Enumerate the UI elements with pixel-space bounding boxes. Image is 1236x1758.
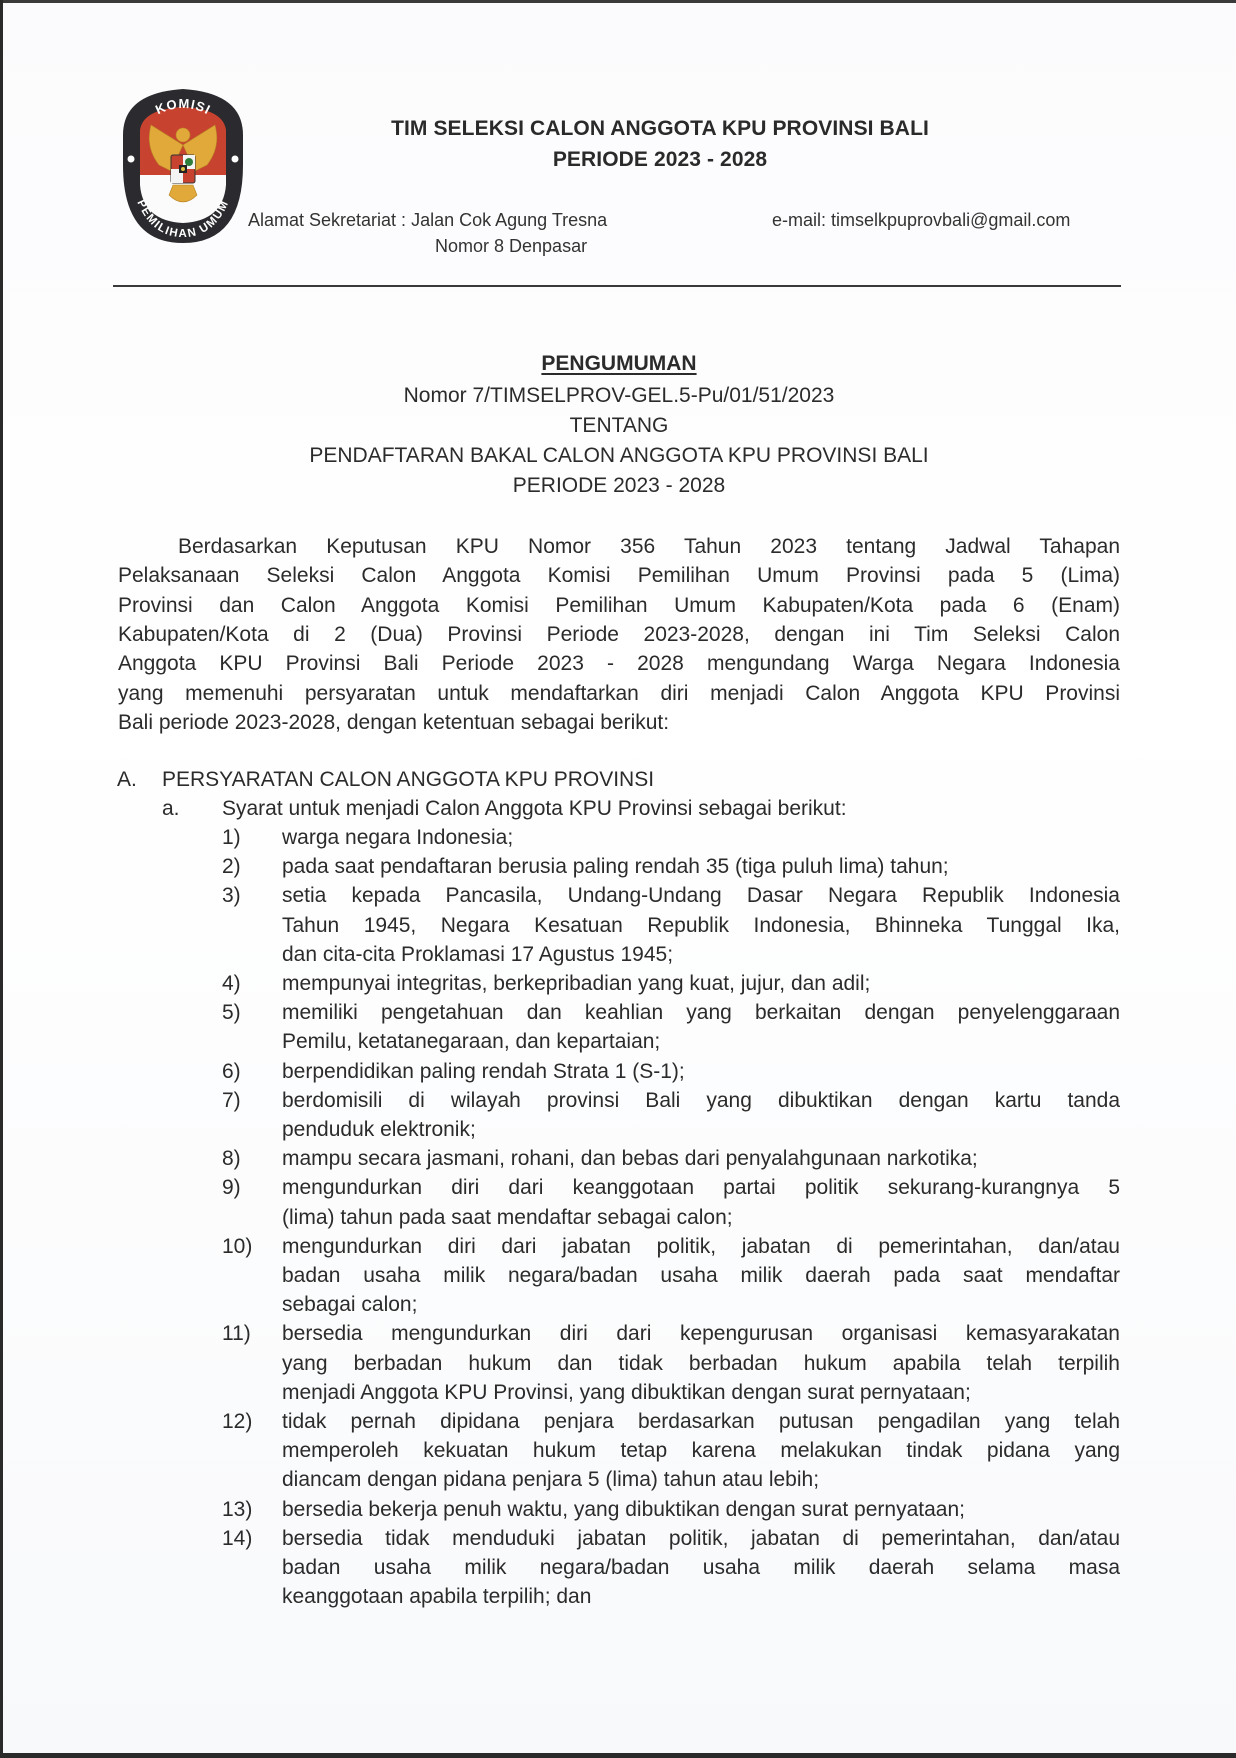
- sub-a-title: Syarat untuk menjadi Calon Anggota KPU Provinsi sebagai berikut:: [222, 797, 847, 820]
- intro-line: Provinsi dan Calon Anggota Komisi Pemilihan Umum Kabupaten/Kota pada 6 (Enam): [118, 593, 1120, 617]
- list-item-line: mempunyai integritas, berkepribadian yang kuat, jujur, dan adil;: [282, 972, 871, 995]
- list-item-number: 14): [222, 1526, 253, 1550]
- header-title: TIM SELEKSI CALON ANGGOTA KPU PROVINSI BALI: [391, 117, 929, 140]
- announcement-subject-1: PENDAFTARAN BAKAL CALON ANGGOTA KPU PROVINSI BALI: [309, 444, 929, 467]
- header-divider: [113, 285, 1121, 287]
- list-item-number: 12): [222, 1410, 253, 1433]
- list-item-line: badan usaha milik negara/badan usaha milik daerah selama masa: [282, 1556, 1120, 1579]
- announcement-about: TENTANG: [569, 414, 669, 437]
- intro-line: yang memenuhi persyaratan untuk mendaftarkan diri menjadi Calon Anggota KPU Provinsi: [118, 681, 1120, 705]
- header-period: PERIODE 2023 - 2028: [552, 148, 768, 171]
- list-item-line: berpendidikan paling rendah Strata 1 (S-1);: [282, 1059, 685, 1083]
- intro-line: Bali periode 2023-2028, dengan ketentuan sebagai berikut:: [118, 710, 670, 734]
- list-item-line: Pemilu, ketatanegaraan, dan kepartaian;: [282, 1030, 661, 1054]
- list-item-line: yang berbadan hukum dan tidak berbadan hukum apabila telah terpilih: [282, 1351, 1120, 1375]
- section-a-marker: A.: [117, 768, 137, 791]
- address-line-2: Nomor 8 Denpasar: [435, 236, 588, 256]
- scan-edge-left: [0, 0, 3, 1758]
- list-item-number: 5): [222, 1001, 241, 1025]
- list-item-line: berdomisili di wilayah provinsi Bali yang dibuktikan dengan kartu tanda: [282, 1088, 1120, 1112]
- list-item-line: menjadi Anggota KPU Provinsi, yang dibuktikan dengan surat pernyataan;: [282, 1380, 971, 1404]
- list-item-number: 10): [222, 1234, 253, 1258]
- list-item-number: 2): [222, 855, 241, 879]
- scan-edge-top: [0, 0, 1236, 3]
- address-line-1: Alamat Sekretariat : Jalan Cok Agung Tresna: [248, 210, 608, 230]
- list-item-line: setia kepada Pancasila, Undang-Undang Dasar Negara Republik Indonesia: [282, 884, 1120, 908]
- intro-line: Anggota KPU Provinsi Bali Periode 2023 - 2028 mengundang Warga Negara Indonesia: [118, 652, 1120, 676]
- list-item-line: tidak pernah dipidana penjara berdasarkan putusan pengadilan yang telah: [282, 1410, 1120, 1433]
- announcement-number: Nomor 7/TIMSELPROV-GEL.5-Pu/01/51/2023: [403, 384, 835, 407]
- logo-text-top: KOMISI: [153, 95, 214, 118]
- section-a-title: PERSYARATAN CALON ANGGOTA KPU PROVINSI: [162, 768, 655, 791]
- list-item-number: 3): [222, 884, 241, 908]
- list-item-line: memiliki pengetahuan dan keahlian yang berkaitan dengan penyelenggaraan: [282, 1001, 1120, 1025]
- sub-a-marker: a.: [162, 797, 180, 820]
- list-item-line: bersedia mengundurkan diri dari kepengurusan organisasi kemasyarakatan: [282, 1322, 1120, 1346]
- logo-text-bottom: PEMILIHAN UMUM: [134, 198, 232, 241]
- list-item-line: diancam dengan pidana penjara 5 (lima) tahun atau lebih;: [282, 1468, 820, 1492]
- list-item-line: badan usaha milik negara/badan usaha milik daerah pada saat mendaftar: [282, 1264, 1120, 1287]
- list-item-line: bersedia bekerja penuh waktu, yang dibuktikan dengan surat pernyataan;: [282, 1497, 965, 1521]
- list-item-number: 8): [222, 1147, 241, 1171]
- list-item-number: 1): [222, 826, 241, 849]
- intro-line: Pelaksanaan Seleksi Calon Anggota Komisi Pemilihan Umum Provinsi pada 5 (Lima): [118, 564, 1120, 588]
- list-item-line: mampu secara jasmani, rohani, dan bebas dari penyalahgunaan narkotika;: [282, 1147, 978, 1171]
- list-item-number: 6): [222, 1059, 241, 1083]
- intro-line: Kabupaten/Kota di 2 (Dua) Provinsi Periode 2023-2028, dengan ini Tim Seleksi Calon: [118, 622, 1120, 646]
- list-item-line: (lima) tahun pada saat mendaftar sebagai calon;: [282, 1205, 733, 1229]
- list-item-line: keanggotaan apabila terpilih; dan: [282, 1585, 592, 1609]
- list-item-line: penduduk elektronik;: [282, 1118, 476, 1141]
- list-item-line: memperoleh kekuatan hukum tetap karena melakukan tindak pidana yang: [282, 1439, 1120, 1463]
- list-item-number: 13): [222, 1497, 253, 1521]
- list-item-line: Tahun 1945, Negara Kesatuan Republik Indonesia, Bhinneka Tunggal Ika,: [282, 913, 1120, 937]
- list-item-line: bersedia tidak menduduki jabatan politik, jabatan di pemerintahan, dan/atau: [282, 1526, 1120, 1550]
- announcement-heading: [118, 352, 1120, 376]
- email[interactable]: e-mail: timselkpuprovbali@gmail.com: [772, 210, 1071, 230]
- list-item-number: 9): [222, 1176, 241, 1200]
- list-item-number: 11): [222, 1322, 251, 1346]
- list-item-line: mengundurkan diri dari jabatan politik, jabatan di pemerintahan, dan/atau: [282, 1234, 1120, 1258]
- list-item-line: pada saat pendaftaran berusia paling rendah 35 (tiga puluh lima) tahun;: [282, 855, 949, 879]
- scan-edge-bottom: [0, 1753, 1236, 1758]
- list-item-number: 4): [222, 972, 241, 995]
- kpu-logo: [113, 85, 253, 245]
- list-item-line: sebagai calon;: [282, 1293, 418, 1317]
- announcement-subject-2: PERIODE 2023 - 2028: [512, 474, 726, 497]
- list-item-line: warga negara Indonesia;: [282, 826, 514, 849]
- list-item-number: 7): [222, 1088, 241, 1112]
- intro-line: Berdasarkan Keputusan KPU Nomor 356 Tahun 2023 tentang Jadwal Tahapan: [178, 535, 1120, 558]
- list-item-line: dan cita-cita Proklamasi 17 Agustus 1945;: [282, 942, 674, 966]
- list-item-line: mengundurkan diri dari keanggotaan partai politik sekurang-kurangnya 5: [282, 1176, 1120, 1200]
- announcement-heading-text: PENGUMUMAN: [541, 352, 697, 375]
